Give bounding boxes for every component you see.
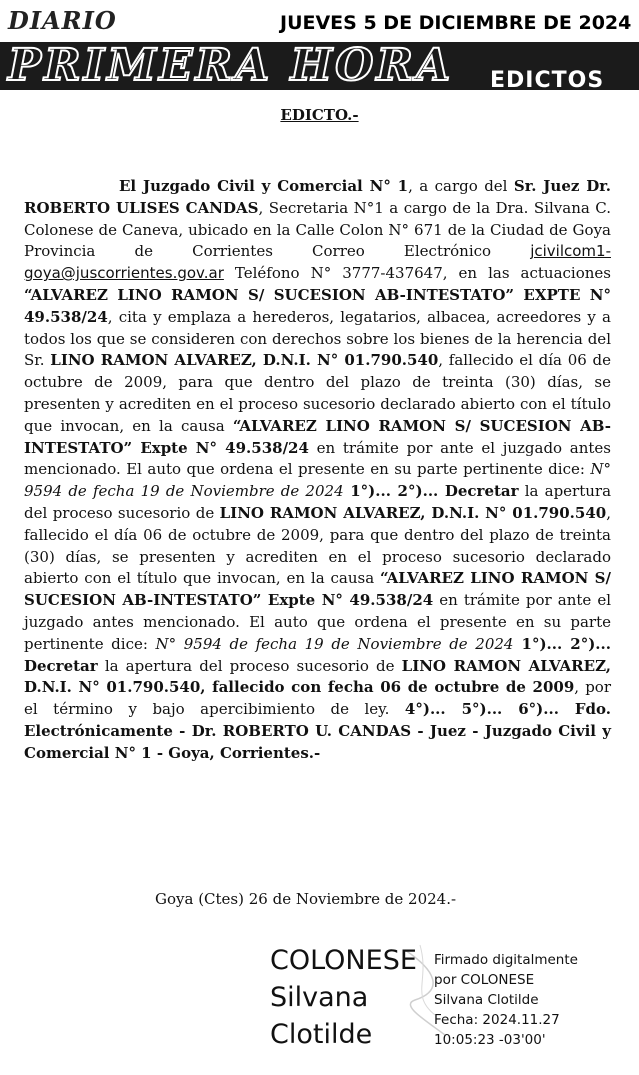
signature-detail-line: Silvana Clotilde [434, 992, 539, 1008]
body-text-run: 4°)... 5°)... 6°)... Fdo. Electrónicamente - Dr. ROBERTO U. CANDAS - Juez - Juzgado Civil y Comercial N° 1 - Goya, Corrientes.- [24, 700, 612, 762]
document-title: EDICTO.- [280, 106, 359, 124]
body-text-run: N° 9594 de fecha 19 de Noviembre de 2024 [155, 634, 514, 653]
newspaper-header [0, 0, 639, 92]
publication-date: JUEVES 5 DE DICIEMBRE DE 2024 [280, 12, 632, 34]
signature-detail-line: 10:05:23 -03'00' [434, 1032, 546, 1048]
signature-detail-line: por COLONESE [434, 972, 535, 988]
body-text-run: 1°)... 2°)... Decretar [343, 482, 519, 501]
body-text-run: , por el término y bajo apercibimiento de ley. [24, 678, 611, 719]
body-text-run: “ALVAREZ LINO RAMON S/ SUCESION AB-INTESTATO” EXPTE N° 49.538/24 [24, 285, 611, 326]
body-text-run: , fallecido el día 06 de octubre de 2009, para que dentro del plazo de treinta (30) días, se presenten y acrediten en el proceso sucesorio declarado abierto con el título que invocan, en la causa [24, 503, 611, 588]
signature-details [434, 950, 578, 1050]
body-text-run: Teléfono N° 3777-437647, en las actuaciones [223, 264, 611, 283]
body-text-run: El Juzgado Civil y Comercial N° 1 [119, 177, 409, 195]
body-text-run: Sr. Juez Dr. ROBERTO ULISES CANDAS [24, 177, 611, 217]
edict-body [24, 176, 611, 765]
body-text-run: en trámite por ante el juzgado antes mencionado. El auto que ordena el presente en su parte pertinente dice: [24, 438, 611, 479]
brand-bar [0, 42, 639, 90]
body-text-run: , a cargo del [408, 177, 514, 195]
section-label: EDICTOS [490, 68, 605, 90]
body-text-run: en trámite por ante el juzgado antes mencionado. El auto que ordena el presente en su parte pertinente dice: [24, 591, 611, 653]
body-text-run: LINO RAMON ALVAREZ, D.N.I. N° 01.790.540 [219, 503, 607, 522]
signature-name-line: COLONESE [270, 945, 417, 976]
body-text-run: la apertura del proceso sucesorio de [24, 482, 612, 522]
signature-detail-line: Firmado digitalmente [434, 952, 578, 968]
signature-name [270, 942, 417, 1053]
body-text-run: N° 9594 de fecha 19 de Noviembre de 2024 [24, 460, 611, 501]
brand-diario: DIARIO [8, 6, 117, 35]
body-text-run: 1°)... 2°)... Decretar [24, 634, 611, 675]
body-text-run: “ALVAREZ LINO RAMON S/ SUCESION AB-INTESTATO” Expte N° 49.538/24 [24, 416, 611, 457]
body-text-run: LINO RAMON ALVAREZ, D.N.I. N° 01.790.540, fallecido con fecha 06 de octubre de 2009 [24, 656, 611, 697]
place-date: Goya (Ctes) 26 de Noviembre de 2024.- [155, 890, 457, 908]
brand-primera-hora: PRIMERA HORA [8, 42, 454, 90]
body-text-run: LINO RAMON ALVAREZ, D.N.I. N° 01.790.540 [50, 351, 439, 370]
body-text-run: “ALVAREZ LINO RAMON S/ SUCESION AB-INTESTATO” Expte N° 49.538/24 [24, 569, 611, 610]
body-text-run: , cita y emplaza a herederos, legatarios, albacea, acreedores y a todos los que se consideren con derechos sobre los bienes de la herencia del Sr. [24, 307, 611, 370]
body-text-run: la apertura del proceso sucesorio de [97, 656, 402, 675]
signature-name-line: Silvana [270, 982, 369, 1013]
body-text-run: , fallecido el día 06 de octubre de 2009, para que dentro del plazo de treinta (30) días, se presenten y acrediten en el proceso sucesorio declarado abierto con el título que invocan, en la causa [24, 351, 611, 435]
body-text-run: , Secretaria N°1 a cargo de la Dra. Silvana C. Colonese de Caneva, ubicado en la Calle Colon N° 671 de la Ciudad de Goya Provincia de Corrientes Correo Electrónico [24, 198, 611, 261]
email-text: jcivilcom1-goya@juscorrientes.gov.ar [24, 242, 611, 283]
signature-detail-line: Fecha: 2024.11.27 [434, 1012, 560, 1028]
signature-name-line: Clotilde [270, 1019, 373, 1050]
